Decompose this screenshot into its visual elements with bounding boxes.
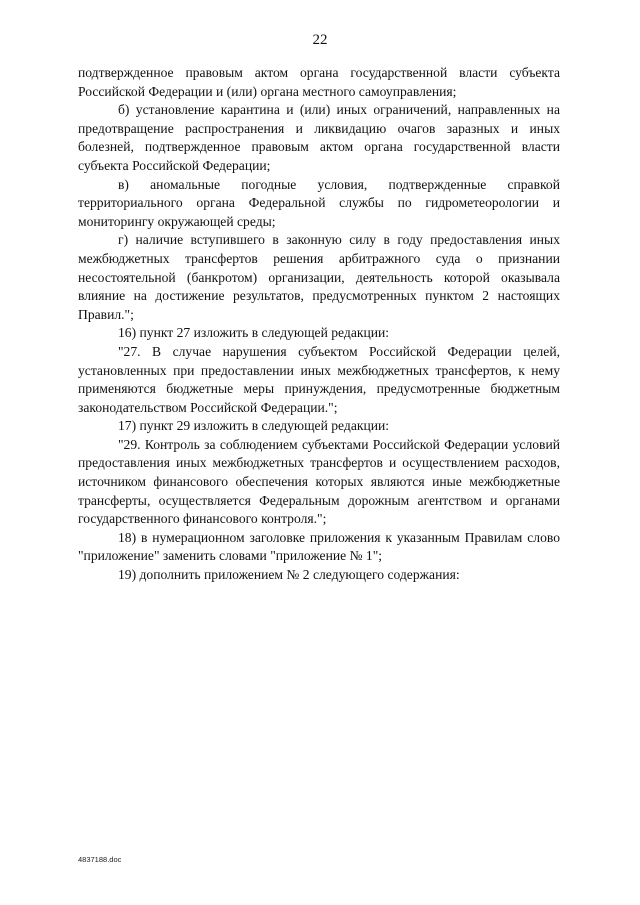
paragraph: "27. В случае нарушения субъектом Российской Федерации целей, установленных при предоставлении иных межбюджетных трансфертов, к нему применяются бюджетные меры принуждения, предусмотренные бюджетным законодательством Российской Федерации."; [78,343,560,415]
paragraph: подтвержденное правовым актом органа государственной власти субъекта Российской Федерации и (или) органа местного самоуправления; [78,65,560,99]
file-name-footer: 4837188.doc [78,855,122,864]
paragraph: в) аномальные погодные условия, подтвержденные справкой территориального органа Федеральной службы по гидрометеорологии и мониторингу окружающей среды; [78,176,560,229]
paragraph: 16) пункт 27 изложить в следующей редакции: [118,325,390,341]
paragraph: г) наличие вступившего в законную силу в году предоставления иных межбюджетных трансфертов решения арбитражного суда о признании несостоятельной (банкротом) организации, деятельность которой оказывала влияние на достижение результатов, предусмотренных пунктом 2 настоящих Правил."; [78,232,560,322]
paragraph: 18) в нумерационном заголовке приложения к указанным Правилам слово "приложение" заменить словами "приложение № 1"; [78,529,560,564]
paragraph: 17) пункт 29 изложить в следующей редакции: [118,418,390,434]
paragraph: 19) дополнить приложением № 2 следующего содержания: [118,567,460,583]
document-body [78,64,560,585]
page-number: 22 [312,32,328,48]
paragraph: б) установление карантина и (или) иных ограничений, направленных на предотвращение распространения и ликвидацию очагов заразных и иных болезней, подтвержденное правовым актом органа государственной власти субъекта Российской Федерации; [78,102,560,173]
paragraph: "29. Контроль за соблюдением субъектами Российской Федерации условий предоставления иных межбюджетных трансфертов и осуществлением расходов, источником финансового обеспечения которых являются иные межбюджетные трансферты, осуществляется Федеральным дорожным агентством и органами государственного финансового контроля."; [78,436,560,527]
